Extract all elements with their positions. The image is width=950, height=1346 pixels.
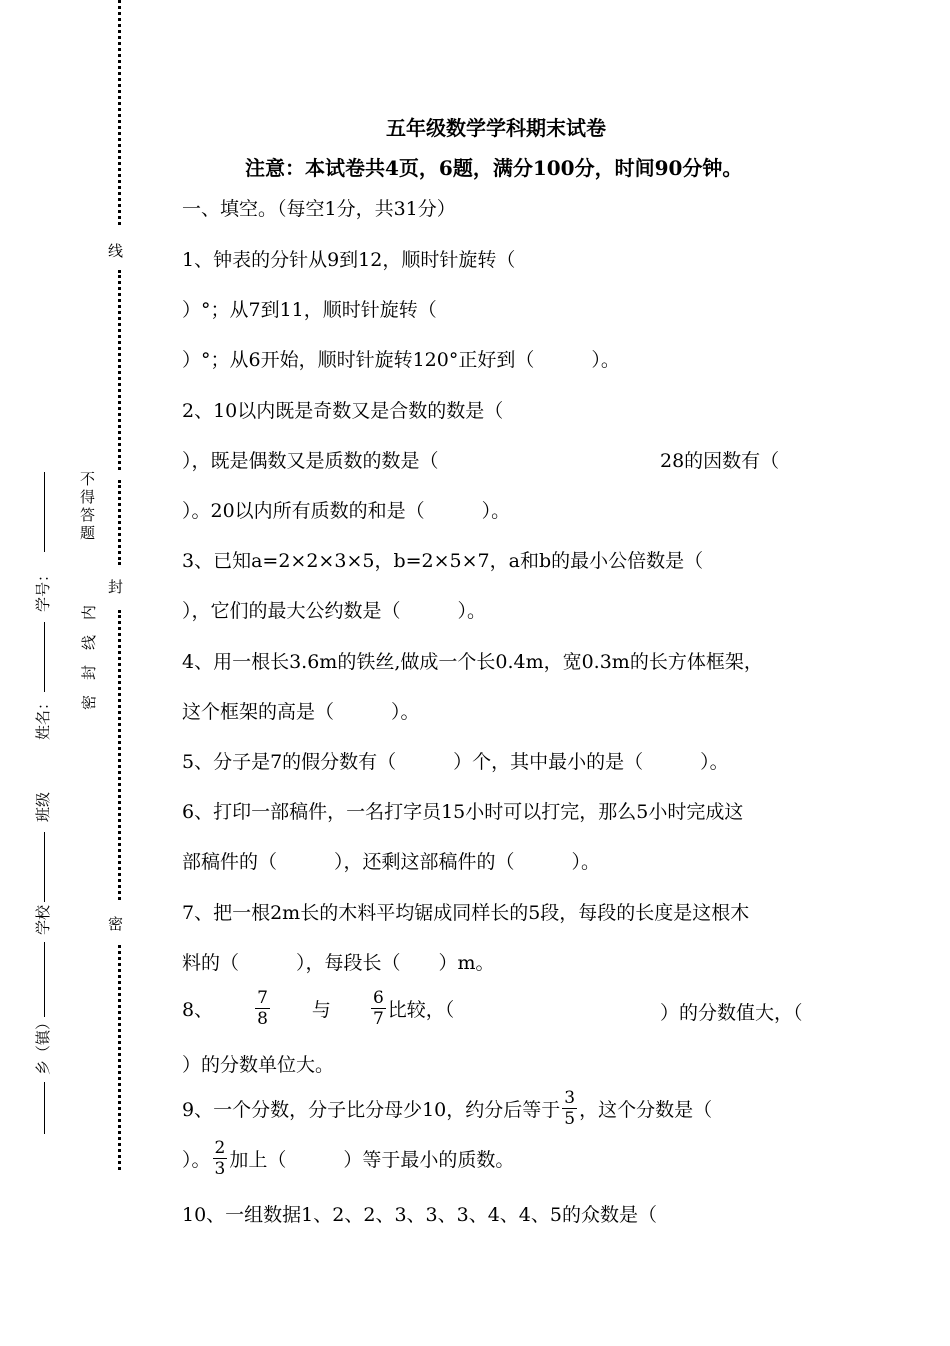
q8-f1-denominator: 8 (257, 1009, 268, 1029)
q3-line1: 3、已知a=2×2×3×5，b=2×5×7，a和b的最小公倍数是（ (182, 550, 704, 572)
q5-line1: 5、分子是7的假分数有（ ）个，其中最小的是（ ）。 (182, 751, 729, 773)
q9-line1 (182, 1088, 712, 1129)
q8-prefix: 8、 (182, 999, 214, 1021)
q2-line2b: 28的因数有（ (660, 450, 780, 472)
school-line (44, 942, 45, 1017)
seal-mark-xian: 线 (108, 242, 124, 260)
student-id-label: 学号： (34, 566, 52, 612)
q9-f-numerator: 3 (564, 1088, 576, 1108)
town-line (44, 1082, 45, 1134)
q2-line1: 2、10以内既是奇数又是合数的数是（ (182, 400, 504, 422)
page-title: 五年级数学学科期末试卷 (386, 116, 606, 140)
seal-notice-rotated: 密 封 线 内 (80, 604, 98, 710)
q10-line1: 10、一组数据1、2、2、3、3、3、4、4、5的众数是（ (182, 1204, 657, 1226)
q2-line2a: ），既是偶数又是质数的数是（ (182, 450, 439, 472)
q7-line1: 7、把一根2m长的木料平均锯成同样长的5段，每段的长度是这根木 (182, 902, 750, 924)
exam-notice: 注意：本试卷共4页，6题，满分100分，时间90分钟。 (245, 156, 743, 180)
q8-f2-numerator: 6 (372, 988, 384, 1008)
q9-text-c: ）。 (182, 1149, 211, 1171)
name-line (44, 622, 45, 692)
q8-f1-numerator: 7 (257, 988, 268, 1008)
q8-compare: 比较，（ (387, 999, 455, 1021)
q9-f2-denominator: 3 (214, 1159, 226, 1179)
q9-fraction-2 (213, 1138, 228, 1179)
q9-text-b: ，这个分数是（ (579, 1099, 713, 1121)
q8-and: 与 (311, 999, 331, 1021)
class-label: 班级 (34, 791, 52, 822)
q4-line2: 这个框架的高是（ ）。 (182, 701, 420, 723)
student-id-line (44, 472, 45, 552)
q1-line1: 1、钟表的分针从9到12，顺时针旋转（ (182, 249, 516, 271)
q2-line3: ）。20以内所有质数的和是（ ）。 (182, 500, 511, 522)
name-label: 姓名： (34, 694, 52, 740)
q8-fraction-1 (255, 988, 270, 1029)
q9-fraction (562, 1088, 577, 1129)
q8-f2-denominator: 7 (372, 1009, 384, 1029)
q9-line2 (182, 1138, 514, 1179)
q9-f2-numerator: 2 (214, 1138, 226, 1158)
seal-notice-vertical: 不 得 答 题 (80, 470, 96, 542)
q9-text-d: 加上（ ）等于最小的质数。 (229, 1149, 515, 1171)
seal-line-2 (118, 480, 121, 565)
school-label: 学校 (34, 904, 52, 935)
town-label: 乡（镇） (34, 1014, 52, 1075)
q8-close: ）的分数值大，（ (660, 1002, 803, 1024)
q3-line2: ），它们的最大公约数是（ ）。 (182, 600, 487, 622)
q9-f-denominator: 5 (564, 1109, 576, 1129)
seal-line-mid (118, 270, 121, 470)
q1-line3: ）°；从6开始，顺时针旋转120°正好到（ ）。 (182, 349, 620, 371)
q4-line1: 4、用一根长3.6m的铁丝,做成一个长0.4m，宽0.3m的长方体框架， (182, 651, 763, 673)
q1-line2: ）°；从7到11，顺时针旋转（ (182, 299, 437, 321)
q8-line1 (182, 988, 454, 1029)
seal-line-3 (118, 610, 121, 900)
q6-line2: 部稿件的（ ），还剩这部稿件的（ ）。 (182, 851, 601, 873)
seal-mark-mi: 密 (108, 915, 124, 933)
q6-line1: 6、打印一部稿件，一名打字员15小时可以打完，那么5小时完成这 (182, 801, 744, 823)
seal-mark-feng: 封 (108, 578, 124, 596)
q9-text-a: 9、一个分数，分子比分母少10，约分后等于 (182, 1099, 561, 1121)
section-1-heading: 一、填空。（每空1分，共31分） (182, 198, 456, 220)
class-line (44, 832, 45, 902)
seal-line-bottom (118, 945, 121, 1170)
seal-line-top (118, 0, 121, 225)
q8-fraction-2 (371, 988, 386, 1029)
q8-line2: ）的分数单位大。 (182, 1054, 335, 1076)
q7-line2: 料的（ ），每段长（ ）m。 (182, 952, 495, 974)
